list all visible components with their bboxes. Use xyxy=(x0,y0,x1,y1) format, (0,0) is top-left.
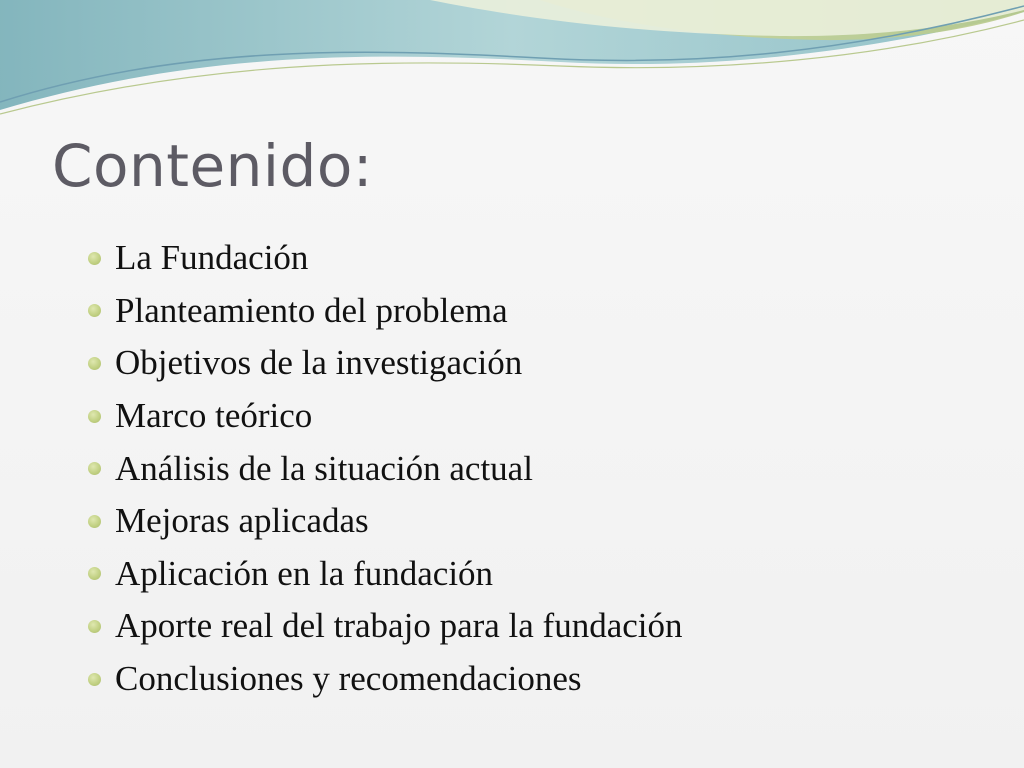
list-item xyxy=(88,285,683,338)
bullet-icon xyxy=(88,304,101,317)
list-item xyxy=(88,390,683,443)
list-item-text: Objetivos de la investigación xyxy=(115,343,523,383)
bullet-icon xyxy=(88,567,101,580)
list-item xyxy=(88,548,683,601)
list-item-text: Aporte real del trabajo para la fundación xyxy=(115,606,683,646)
list-item-text: Aplicación en la fundación xyxy=(115,553,494,593)
bullet-icon xyxy=(88,620,101,633)
list-item-text: Marco teórico xyxy=(115,396,313,436)
list-item xyxy=(88,232,683,285)
list-item xyxy=(88,337,683,390)
content-list xyxy=(88,232,683,705)
list-item-text: La Fundación xyxy=(115,238,309,278)
bullet-icon xyxy=(88,515,101,528)
list-item xyxy=(88,600,683,653)
list-item-text: Planteamiento del problema xyxy=(115,290,508,330)
bullet-icon xyxy=(88,410,101,423)
list-item-text: Mejoras aplicadas xyxy=(115,501,369,541)
list-item xyxy=(88,442,683,495)
list-item-text: Análisis de la situación actual xyxy=(115,448,533,488)
bullet-icon xyxy=(88,462,101,475)
bullet-icon xyxy=(88,252,101,265)
header-wave-decoration xyxy=(0,0,1024,130)
bullet-icon xyxy=(88,673,101,686)
slide-title: Contenido: xyxy=(52,132,373,200)
bullet-icon xyxy=(88,357,101,370)
list-item-text: Conclusiones y recomendaciones xyxy=(115,659,582,699)
list-item xyxy=(88,653,683,706)
list-item xyxy=(88,495,683,548)
